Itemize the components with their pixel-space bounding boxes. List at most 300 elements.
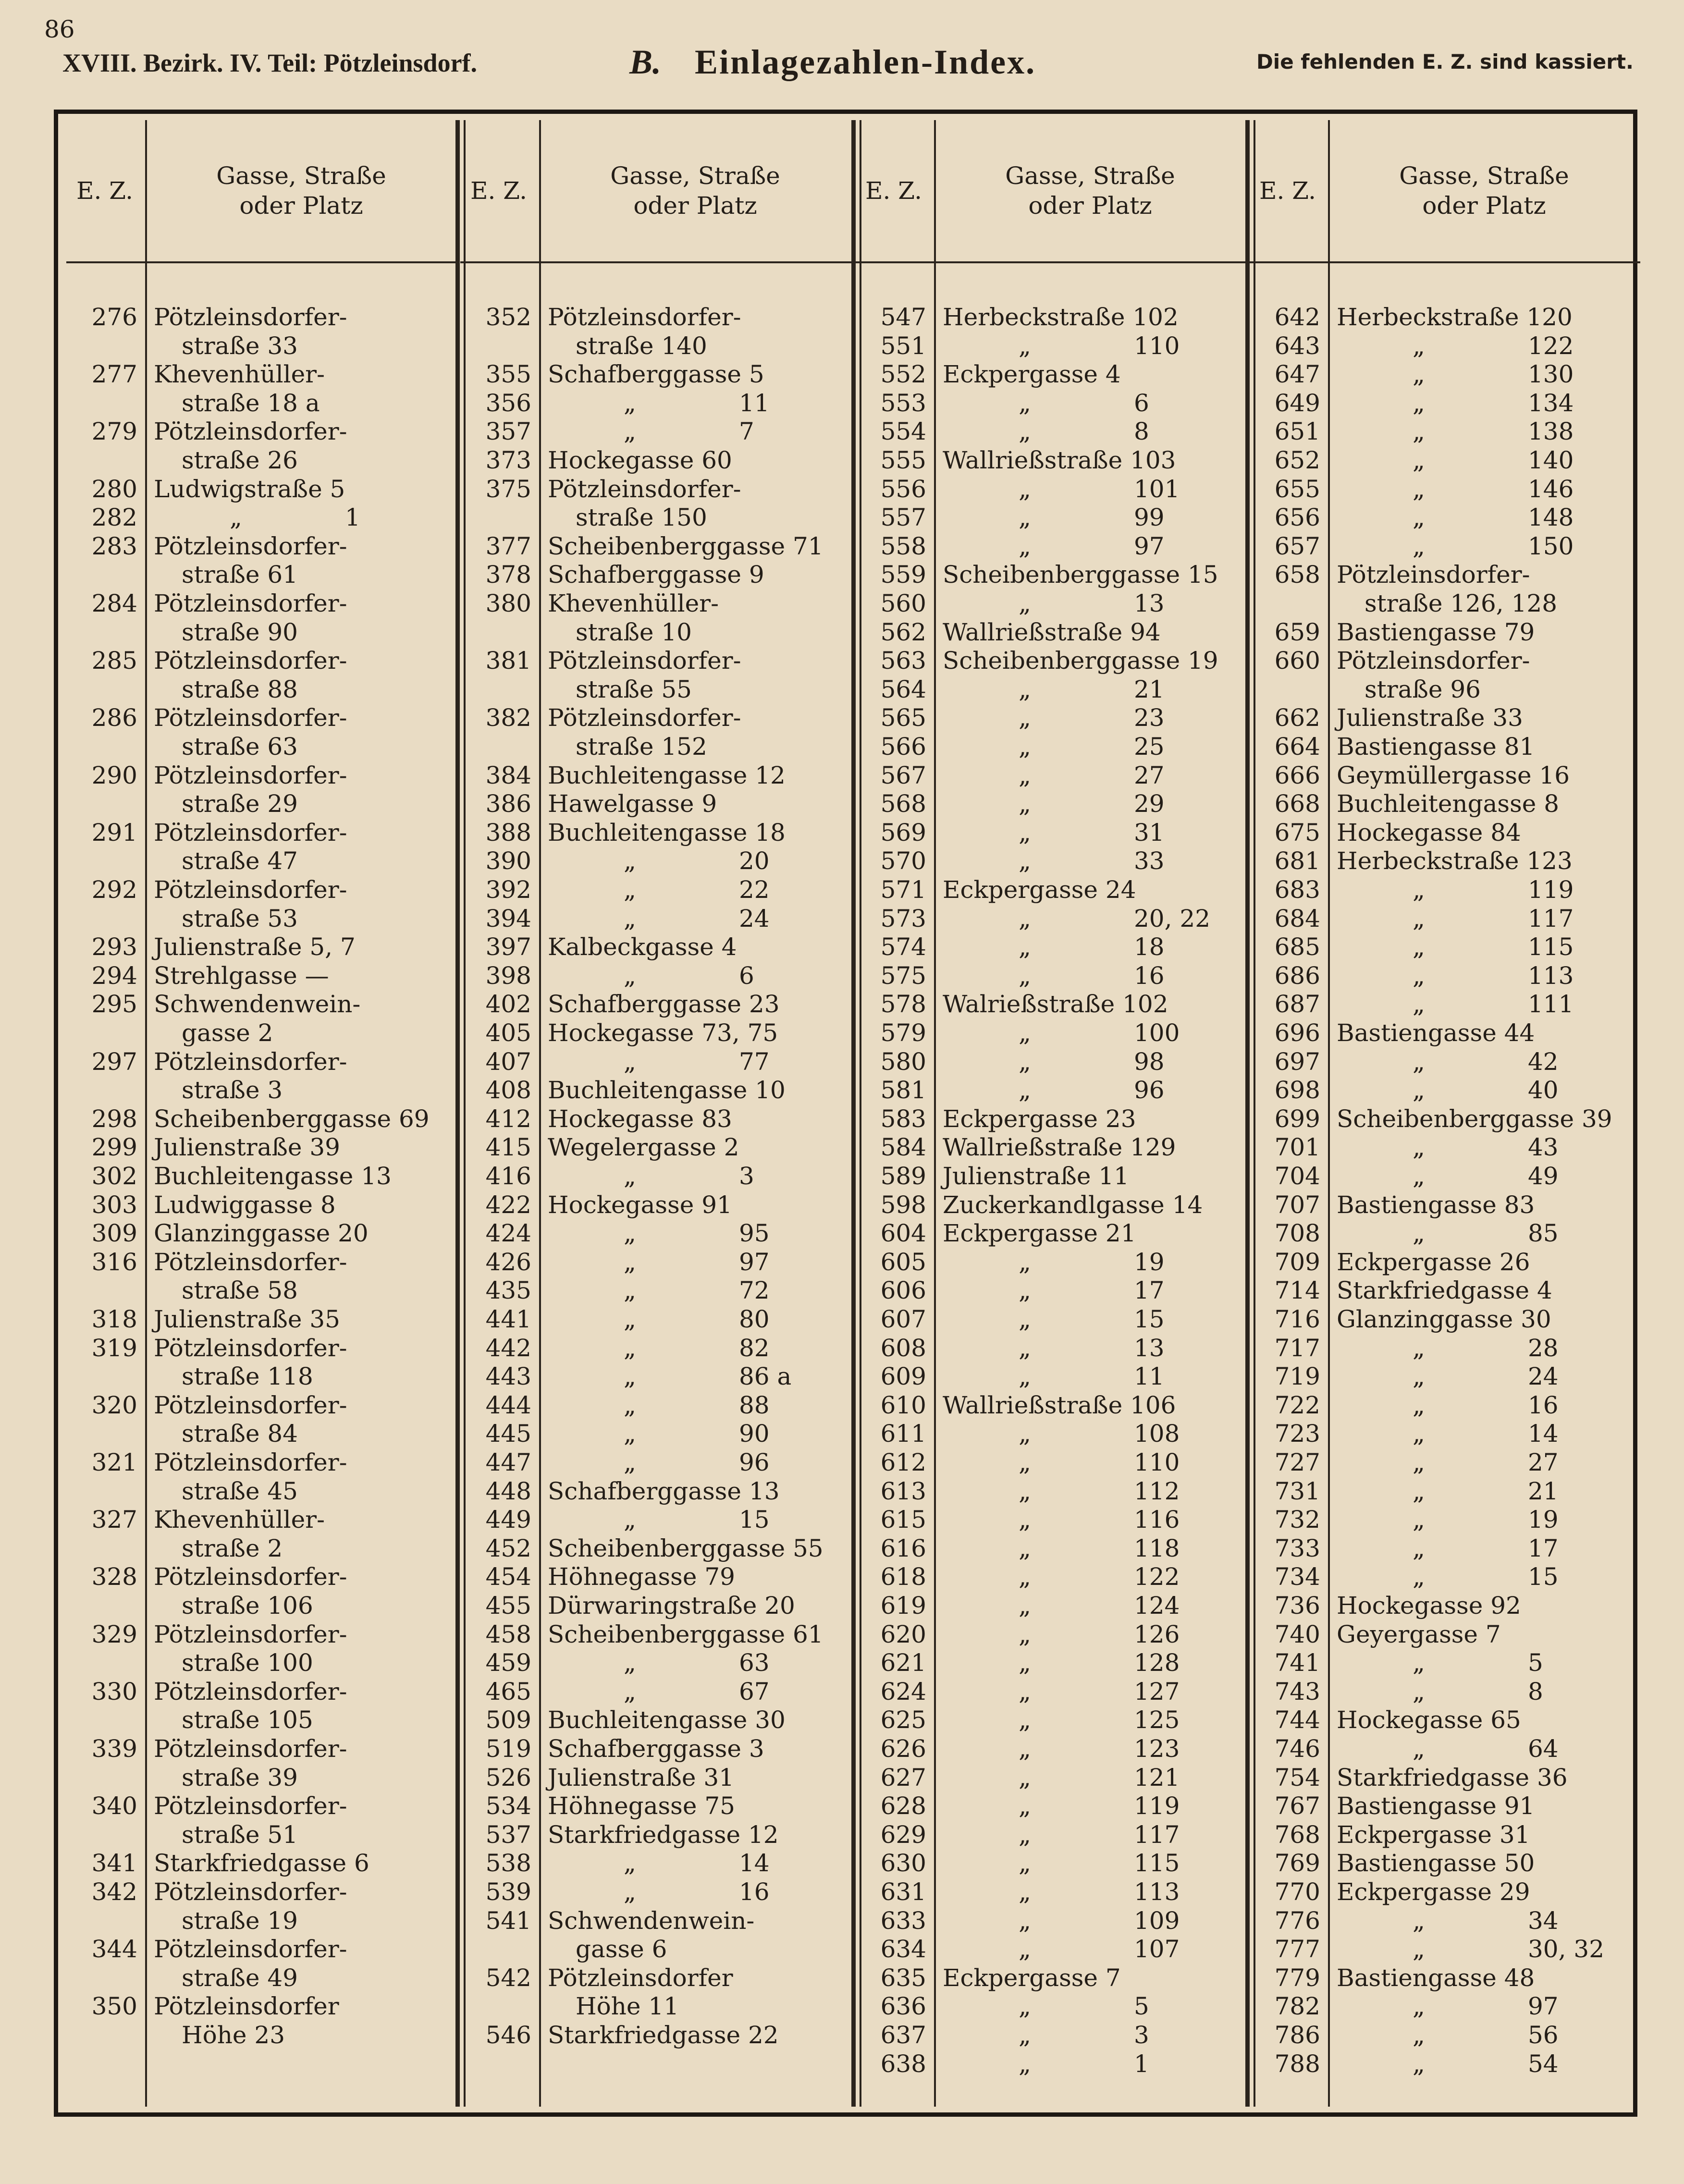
house-number: 1 bbox=[345, 503, 360, 532]
index-row bbox=[855, 532, 1244, 561]
entry-number: 683 bbox=[1274, 876, 1320, 904]
street-name: „ bbox=[1019, 847, 1031, 875]
index-row bbox=[1249, 1877, 1638, 1906]
index-row bbox=[1249, 1963, 1638, 1992]
street-name: Scheibenberggasse 39 bbox=[1337, 1104, 1612, 1133]
street-name: Pötzleinsdorfer- bbox=[548, 704, 741, 732]
entry-number: 327 bbox=[91, 1506, 137, 1534]
street-name: Hockegasse 92 bbox=[1337, 1592, 1521, 1620]
index-row bbox=[66, 1562, 455, 1591]
house-number: 17 bbox=[1528, 1534, 1559, 1562]
street-name: Ludwigstraße 5 bbox=[154, 475, 345, 503]
street-name: Pötzleinsdorfer- bbox=[154, 589, 347, 617]
house-number: 111 bbox=[1528, 990, 1574, 1018]
street-name: Pötzleinsdorfer- bbox=[154, 1735, 347, 1763]
entry-number: 435 bbox=[485, 1276, 531, 1305]
entry-number: 551 bbox=[880, 331, 926, 360]
entry-number: 449 bbox=[485, 1506, 531, 1534]
index-row bbox=[855, 961, 1244, 990]
street-name: Julienstraße 33 bbox=[1337, 704, 1523, 732]
street-name: straße 55 bbox=[576, 675, 692, 703]
index-row bbox=[855, 1820, 1244, 1849]
house-number: 86 a bbox=[739, 1362, 792, 1391]
street-name: „ bbox=[624, 1448, 636, 1476]
entry-number: 390 bbox=[485, 847, 531, 875]
index-row bbox=[460, 904, 849, 933]
street-name: „ bbox=[1019, 1506, 1031, 1534]
entry-number: 445 bbox=[485, 1420, 531, 1448]
street-name: „ bbox=[1413, 503, 1425, 532]
house-number: 108 bbox=[1134, 1420, 1180, 1448]
street-name: Pötzleinsdorfer- bbox=[548, 475, 741, 503]
entry-number: 554 bbox=[880, 417, 926, 446]
street-name: „ bbox=[1413, 1047, 1425, 1076]
entry-number: 620 bbox=[880, 1620, 926, 1648]
street-name: Buchleitengasse 30 bbox=[548, 1706, 786, 1734]
entry-number: 655 bbox=[1274, 475, 1320, 503]
index-row bbox=[855, 1076, 1244, 1104]
page-number: 86 bbox=[44, 15, 75, 43]
house-number: 8 bbox=[1528, 1677, 1543, 1705]
index-row bbox=[66, 303, 455, 331]
street-name: Schwendenwein- bbox=[154, 990, 361, 1018]
index-row bbox=[855, 618, 1244, 647]
street-name: „ bbox=[624, 1362, 636, 1391]
entry-number: 459 bbox=[485, 1649, 531, 1677]
index-row bbox=[460, 789, 849, 818]
index-row bbox=[66, 1076, 455, 1104]
section-letter: B. bbox=[629, 43, 662, 81]
entry-number: 609 bbox=[880, 1362, 926, 1391]
street-name: „ bbox=[1019, 761, 1031, 789]
street-name: Pötzleinsdorfer- bbox=[154, 1448, 347, 1476]
street-name: „ bbox=[1413, 475, 1425, 503]
house-number: 15 bbox=[739, 1506, 770, 1534]
index-row bbox=[66, 1047, 455, 1076]
entry-number: 628 bbox=[880, 1792, 926, 1820]
index-row bbox=[460, 847, 849, 875]
index-row bbox=[1249, 503, 1638, 532]
index-row bbox=[1249, 1104, 1638, 1133]
street-name: straße 53 bbox=[182, 904, 298, 932]
entry-number: 299 bbox=[91, 1133, 137, 1162]
entry-number: 668 bbox=[1274, 790, 1320, 818]
entry-number: 377 bbox=[485, 532, 531, 560]
entry-number: 291 bbox=[91, 818, 137, 847]
index-row bbox=[460, 1562, 849, 1591]
street-name: Eckpergasse 4 bbox=[943, 360, 1121, 389]
index-row bbox=[1249, 1734, 1638, 1763]
index-row bbox=[855, 1334, 1244, 1362]
entry-number: 567 bbox=[880, 761, 926, 789]
index-row bbox=[1249, 618, 1638, 647]
index-row bbox=[855, 1763, 1244, 1792]
index-row bbox=[460, 675, 849, 704]
street-name: Buchleitengasse 12 bbox=[548, 761, 786, 789]
entry-number: 714 bbox=[1274, 1276, 1320, 1305]
street-header-line1: Gasse, Straße bbox=[1005, 162, 1175, 190]
header-rule bbox=[1249, 261, 1640, 263]
street-name: „ bbox=[1019, 1792, 1031, 1820]
index-row bbox=[1249, 789, 1638, 818]
street-name: „ bbox=[1019, 818, 1031, 847]
index-row bbox=[1249, 1763, 1638, 1792]
street-name: Scheibenberggasse 19 bbox=[943, 647, 1218, 675]
street-name: Schafberggasse 5 bbox=[548, 360, 764, 389]
street-name: „ bbox=[1019, 1706, 1031, 1734]
house-number: 23 bbox=[1134, 704, 1165, 732]
entry-number: 541 bbox=[485, 1906, 531, 1935]
house-number: 109 bbox=[1134, 1906, 1180, 1935]
street-name: straße 96 bbox=[1364, 675, 1481, 703]
entry-number: 657 bbox=[1274, 532, 1320, 560]
entry-number: 630 bbox=[880, 1849, 926, 1877]
house-number: 110 bbox=[1134, 1448, 1180, 1476]
entry-number: 605 bbox=[880, 1248, 926, 1276]
index-row bbox=[855, 1190, 1244, 1219]
street-name: „ bbox=[1019, 961, 1031, 990]
street-name: „ bbox=[624, 904, 636, 932]
index-row bbox=[460, 360, 849, 389]
house-number: 128 bbox=[1134, 1649, 1180, 1677]
street-name: Eckpergasse 29 bbox=[1337, 1878, 1530, 1906]
index-row bbox=[460, 1162, 849, 1190]
header-rule bbox=[66, 261, 457, 263]
street-name: „ bbox=[1019, 704, 1031, 732]
street-name: „ bbox=[1019, 331, 1031, 360]
entry-number: 770 bbox=[1274, 1878, 1320, 1906]
street-name: Walrießstraße 102 bbox=[943, 990, 1168, 1018]
entry-number: 722 bbox=[1274, 1391, 1320, 1419]
index-row bbox=[66, 1620, 455, 1649]
street-name: Pötzleinsdorfer- bbox=[154, 1677, 347, 1705]
street-name: „ bbox=[1019, 1935, 1031, 1963]
index-row bbox=[460, 618, 849, 647]
street-name: Pötzleinsdorfer bbox=[548, 1963, 733, 1992]
house-number: 82 bbox=[739, 1334, 770, 1362]
index-row bbox=[460, 1591, 849, 1620]
entry-number: 402 bbox=[485, 990, 531, 1018]
index-row bbox=[460, 1133, 849, 1162]
entry-number: 388 bbox=[485, 818, 531, 847]
index-row bbox=[460, 1906, 849, 1935]
index-row bbox=[1249, 2021, 1638, 2049]
index-row bbox=[66, 818, 455, 847]
entry-number: 284 bbox=[91, 589, 137, 617]
entry-number: 276 bbox=[91, 303, 137, 331]
street-name: Scheibenberggasse 69 bbox=[154, 1104, 430, 1133]
header-rule bbox=[460, 261, 851, 263]
street-name: Bastiengasse 91 bbox=[1337, 1792, 1535, 1820]
entry-number: 294 bbox=[91, 961, 137, 990]
street-name: Hockegasse 84 bbox=[1337, 818, 1521, 847]
index-row bbox=[855, 1992, 1244, 2021]
index-row bbox=[460, 1219, 849, 1248]
street-name: „ bbox=[624, 1420, 636, 1448]
entry-number: 394 bbox=[485, 904, 531, 932]
index-row bbox=[1249, 1849, 1638, 1877]
entry-number: 580 bbox=[880, 1047, 926, 1076]
entry-number: 285 bbox=[91, 647, 137, 675]
street-name: Pötzleinsdorfer- bbox=[548, 303, 741, 331]
house-number: 27 bbox=[1134, 761, 1165, 789]
index-row bbox=[1249, 1248, 1638, 1276]
street-name: Glanzinggasse 20 bbox=[154, 1219, 369, 1248]
house-number: 95 bbox=[739, 1219, 770, 1248]
street-column-header bbox=[1330, 120, 1638, 261]
entry-number: 283 bbox=[91, 532, 137, 560]
street-name: straße 47 bbox=[182, 847, 298, 875]
entry-number: 740 bbox=[1274, 1620, 1320, 1648]
index-row bbox=[66, 932, 455, 961]
street-name: „ bbox=[1413, 331, 1425, 360]
street-column-header bbox=[936, 120, 1244, 261]
entry-number: 447 bbox=[485, 1448, 531, 1476]
entry-number: 547 bbox=[880, 303, 926, 331]
house-number: 146 bbox=[1528, 475, 1574, 503]
entry-number: 777 bbox=[1274, 1935, 1320, 1963]
entry-number: 378 bbox=[485, 561, 531, 589]
house-number: 25 bbox=[1134, 733, 1165, 761]
index-row bbox=[1249, 1448, 1638, 1477]
street-name: „ bbox=[1413, 1076, 1425, 1104]
index-row bbox=[1249, 1133, 1638, 1162]
house-number: 54 bbox=[1528, 2049, 1559, 2078]
index-row bbox=[460, 1047, 849, 1076]
entry-number: 562 bbox=[880, 618, 926, 646]
street-name: „ bbox=[624, 1677, 636, 1705]
street-name: „ bbox=[1019, 1563, 1031, 1591]
house-number: 127 bbox=[1134, 1677, 1180, 1705]
entry-number: 625 bbox=[880, 1706, 926, 1734]
index-row bbox=[1249, 1391, 1638, 1420]
entry-number: 534 bbox=[485, 1792, 531, 1820]
street-name: Wallrießstraße 129 bbox=[943, 1133, 1176, 1162]
index-row bbox=[66, 1877, 455, 1906]
house-number: 150 bbox=[1528, 532, 1574, 560]
index-row bbox=[66, 1734, 455, 1763]
entry-number: 458 bbox=[485, 1620, 531, 1648]
street-name: „ bbox=[1413, 904, 1425, 932]
index-row bbox=[460, 1419, 849, 1448]
missing-entries-note: Die fehlenden E. Z. sind kassiert. bbox=[1256, 50, 1634, 74]
street-name: straße 140 bbox=[576, 331, 707, 360]
house-number: 15 bbox=[1528, 1563, 1559, 1591]
street-name: Hockegasse 60 bbox=[548, 446, 732, 474]
index-row bbox=[66, 560, 455, 589]
index-row bbox=[460, 1477, 849, 1506]
street-name: Glanzinggasse 30 bbox=[1337, 1305, 1551, 1333]
street-name: Bastiengasse 81 bbox=[1337, 733, 1535, 761]
street-name: „ bbox=[1413, 1906, 1425, 1935]
street-name: „ bbox=[624, 1391, 636, 1419]
entry-number: 568 bbox=[880, 790, 926, 818]
house-number: 117 bbox=[1134, 1820, 1180, 1849]
index-row bbox=[1249, 1276, 1638, 1305]
ez-column-header: E. Z. bbox=[1259, 177, 1316, 205]
index-row bbox=[460, 703, 849, 732]
house-number: 5 bbox=[1134, 1992, 1149, 2021]
street-name: „ bbox=[624, 1878, 636, 1906]
index-row bbox=[66, 1791, 455, 1820]
entry-number: 277 bbox=[91, 360, 137, 389]
entry-number: 615 bbox=[880, 1506, 926, 1534]
street-name: „ bbox=[624, 417, 636, 446]
house-number: 67 bbox=[739, 1677, 770, 1705]
street-name: „ bbox=[1019, 1534, 1031, 1562]
index-row bbox=[66, 1763, 455, 1792]
street-name: „ bbox=[1019, 675, 1031, 703]
index-row bbox=[460, 1334, 849, 1362]
street-name: Pötzleinsdorfer- bbox=[154, 1334, 347, 1362]
entry-number: 452 bbox=[485, 1534, 531, 1562]
street-name: Scheibenberggasse 15 bbox=[943, 561, 1218, 589]
house-number: 16 bbox=[1134, 961, 1165, 990]
street-name: straße 88 bbox=[182, 675, 298, 703]
entry-number: 687 bbox=[1274, 990, 1320, 1018]
index-row bbox=[66, 1190, 455, 1219]
street-name: straße 105 bbox=[182, 1706, 313, 1734]
street-name: Starkfriedgasse 6 bbox=[154, 1849, 369, 1877]
street-name: „ bbox=[624, 1649, 636, 1677]
entry-number: 660 bbox=[1274, 647, 1320, 675]
street-name: straße 33 bbox=[182, 331, 298, 360]
index-row bbox=[66, 1992, 455, 2021]
entry-number: 279 bbox=[91, 417, 137, 446]
street-name: Scheibenberggasse 71 bbox=[548, 532, 824, 560]
entry-number: 356 bbox=[485, 389, 531, 417]
street-name: „ bbox=[624, 961, 636, 990]
street-header-line2: oder Platz bbox=[1422, 192, 1546, 220]
house-number: 21 bbox=[1528, 1477, 1559, 1505]
house-number: 14 bbox=[1528, 1420, 1559, 1448]
index-row bbox=[1249, 990, 1638, 1018]
street-name: Kalbeckgasse 4 bbox=[548, 933, 737, 961]
index-row bbox=[1249, 703, 1638, 732]
index-row bbox=[460, 1276, 849, 1305]
entry-number: 662 bbox=[1274, 704, 1320, 732]
index-row bbox=[855, 990, 1244, 1018]
index-row bbox=[460, 446, 849, 475]
street-name: „ bbox=[1019, 2021, 1031, 2049]
entry-number: 564 bbox=[880, 675, 926, 703]
street-name: „ bbox=[624, 1219, 636, 1248]
entry-number: 675 bbox=[1274, 818, 1320, 847]
entry-number: 658 bbox=[1274, 561, 1320, 589]
street-name: „ bbox=[1019, 1649, 1031, 1677]
index-row bbox=[855, 446, 1244, 475]
entry-number: 584 bbox=[880, 1133, 926, 1162]
street-name: „ bbox=[1413, 1563, 1425, 1591]
house-number: 64 bbox=[1528, 1735, 1559, 1763]
index-row bbox=[855, 560, 1244, 589]
entry-number: 416 bbox=[485, 1162, 531, 1190]
house-number: 121 bbox=[1134, 1763, 1180, 1791]
ez-column-header: E. Z. bbox=[470, 177, 528, 205]
house-number: 29 bbox=[1134, 790, 1165, 818]
street-name: „ bbox=[1413, 417, 1425, 446]
entry-number: 509 bbox=[485, 1706, 531, 1734]
index-row bbox=[855, 1219, 1244, 1248]
house-number: 16 bbox=[739, 1878, 770, 1906]
entry-number: 651 bbox=[1274, 417, 1320, 446]
house-number: 115 bbox=[1134, 1849, 1180, 1877]
street-header-line1: Gasse, Straße bbox=[610, 162, 780, 190]
index-row bbox=[1249, 1705, 1638, 1734]
index-row bbox=[1249, 1591, 1638, 1620]
index-row bbox=[855, 1877, 1244, 1906]
entry-number: 701 bbox=[1274, 1133, 1320, 1162]
index-row bbox=[855, 1963, 1244, 1992]
index-row bbox=[1249, 560, 1638, 589]
index-row bbox=[855, 1562, 1244, 1591]
entry-number: 709 bbox=[1274, 1248, 1320, 1276]
entry-number: 321 bbox=[91, 1448, 137, 1476]
house-number: 113 bbox=[1528, 961, 1574, 990]
entry-number: 619 bbox=[880, 1592, 926, 1620]
house-number: 117 bbox=[1528, 904, 1574, 932]
street-name: „ bbox=[1019, 1420, 1031, 1448]
house-number: 6 bbox=[1134, 389, 1149, 417]
house-number: 122 bbox=[1528, 331, 1574, 360]
street-name: „ bbox=[1413, 1362, 1425, 1391]
house-number: 22 bbox=[739, 876, 770, 904]
house-number: 125 bbox=[1134, 1706, 1180, 1734]
index-row bbox=[66, 1591, 455, 1620]
entry-number: 539 bbox=[485, 1878, 531, 1906]
index-row bbox=[855, 1047, 1244, 1076]
street-name: „ bbox=[1019, 1735, 1031, 1763]
street-name: Pötzleinsdorfer- bbox=[154, 761, 347, 789]
house-number: 40 bbox=[1528, 1076, 1559, 1104]
index-row bbox=[460, 1877, 849, 1906]
street-name: „ bbox=[1019, 1849, 1031, 1877]
entry-number: 565 bbox=[880, 704, 926, 732]
street-name: Wallrießstraße 106 bbox=[943, 1391, 1176, 1419]
index-row bbox=[1249, 589, 1638, 618]
index-row bbox=[66, 1935, 455, 1963]
house-number: 96 bbox=[739, 1448, 770, 1476]
index-row bbox=[66, 1133, 455, 1162]
entry-number: 731 bbox=[1274, 1477, 1320, 1505]
street-name: Schafberggasse 3 bbox=[548, 1735, 764, 1763]
street-name: Wegelergasse 2 bbox=[548, 1133, 739, 1162]
index-row bbox=[66, 446, 455, 475]
index-row bbox=[1249, 1562, 1638, 1591]
house-number: 11 bbox=[1134, 1362, 1165, 1391]
street-name: Julienstraße 5, 7 bbox=[154, 933, 356, 961]
entry-number: 574 bbox=[880, 933, 926, 961]
entry-number: 442 bbox=[485, 1334, 531, 1362]
index-row bbox=[855, 904, 1244, 933]
entry-number: 642 bbox=[1274, 303, 1320, 331]
index-row bbox=[460, 1849, 849, 1877]
entry-number: 557 bbox=[880, 503, 926, 532]
street-name: „ bbox=[1019, 589, 1031, 617]
street-name: „ bbox=[1019, 1305, 1031, 1333]
entry-number: 398 bbox=[485, 961, 531, 990]
entry-number: 776 bbox=[1274, 1906, 1320, 1935]
street-name: Julienstraße 31 bbox=[548, 1763, 734, 1791]
street-name: „ bbox=[624, 1248, 636, 1276]
entry-number: 575 bbox=[880, 961, 926, 990]
index-row bbox=[855, 1419, 1244, 1448]
street-name: gasse 6 bbox=[576, 1935, 667, 1963]
street-name: „ bbox=[1413, 2021, 1425, 2049]
entry-number: 734 bbox=[1274, 1563, 1320, 1591]
street-name: „ bbox=[230, 503, 242, 532]
index-row bbox=[1249, 1648, 1638, 1677]
